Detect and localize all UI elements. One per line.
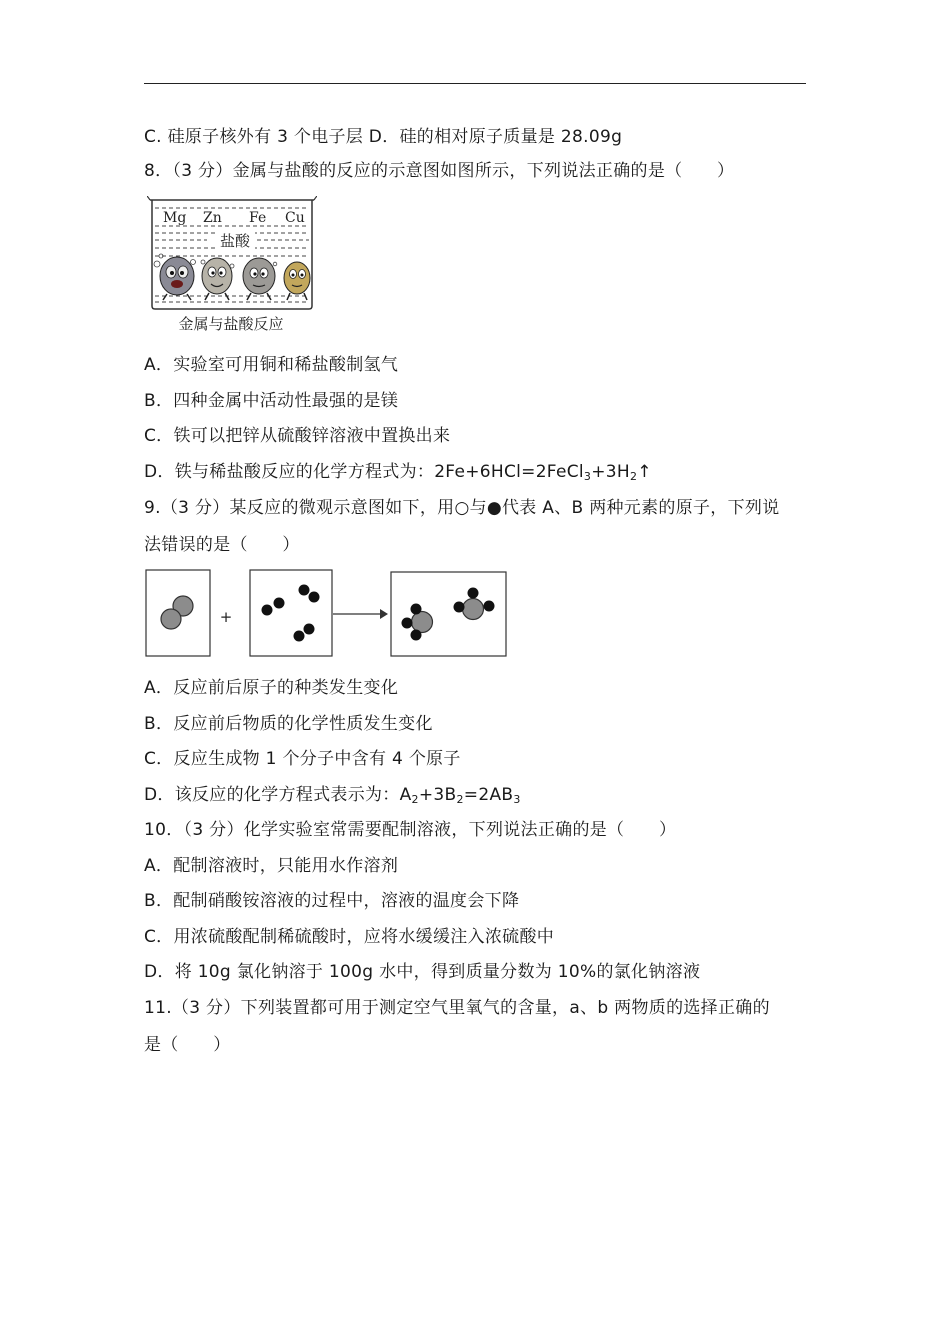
q11-stem-line1: 11.（3 分）下列装置都可用于测定空气里氧气的含量，a、b 两物质的选择正确的 bbox=[144, 998, 770, 1018]
q9-option-d-sub: 2 bbox=[456, 793, 464, 806]
acid-label: 盐酸 bbox=[219, 232, 251, 250]
header-rule bbox=[144, 83, 806, 84]
reaction-arrow bbox=[333, 609, 388, 619]
q9-option-d-text: =2AB bbox=[463, 785, 514, 805]
gas-arrow: ↑ bbox=[637, 462, 652, 482]
q10-option-c: C．用浓硫酸配制稀硫酸时，应将水缓缓注入浓硫酸中 bbox=[144, 927, 555, 947]
reactant-box-b2 bbox=[250, 570, 332, 656]
q8-option-d-text: D．铁与稀盐酸反应的化学方程式为：2Fe+6HCl=2FeCl bbox=[144, 462, 584, 482]
q9-reaction-figure bbox=[144, 568, 508, 658]
q9-option-d-text: D．该反应的化学方程式表示为：A bbox=[144, 785, 412, 805]
q8-option-d-text: +3H bbox=[591, 462, 630, 482]
q10-option-d: D．将 10g 氯化钠溶于 100g 水中，得到质量分数为 10%的氯化钠溶液 bbox=[144, 962, 701, 982]
q9-option-a: A．反应前后原子的种类发生变化 bbox=[144, 678, 399, 698]
metal-character-fe bbox=[243, 258, 277, 300]
q9-option-d-text: +3B bbox=[418, 785, 457, 805]
q8-option-b: B．四种金属中活动性最强的是镁 bbox=[144, 391, 399, 411]
q11-stem-line2: 是（ ） bbox=[144, 1035, 231, 1055]
q8-stem: 8．（3 分）金属与盐酸的反应的示意图如图所示，下列说法正确的是（ ） bbox=[144, 161, 735, 181]
q9-option-d bbox=[144, 784, 521, 806]
q8-option-d-sub: 3 bbox=[583, 470, 592, 483]
q7-option-cd: C. 硅原子核外有 3 个电子层 D．硅的相对原子质量是 28.09g bbox=[144, 127, 623, 147]
q10-option-b: B．配制硝酸铵溶液的过程中，溶液的温度会下降 bbox=[144, 891, 520, 911]
q8-option-d-sub: 2 bbox=[629, 470, 638, 483]
q8-option-c: C．铁可以把锌从硫酸锌溶液中置换出来 bbox=[144, 426, 451, 446]
q9-stem-line1: 9.（3 分）某反应的微观示意图如下，用○与●代表 A、B 两种元素的原子，下列说 bbox=[144, 498, 780, 518]
q8-option-d bbox=[144, 461, 652, 483]
q9-option-d-sub: 2 bbox=[411, 793, 419, 806]
metal-label-fe: Fe bbox=[249, 210, 267, 226]
metal-character-zn bbox=[201, 258, 234, 300]
q9-option-b: B．反应前后物质的化学性质发生变化 bbox=[144, 714, 433, 734]
reactant-box-a2 bbox=[146, 570, 210, 656]
q8-option-a: A．实验室可用铜和稀盐酸制氢气 bbox=[144, 355, 399, 375]
q10-option-a: A．配制溶液时，只能用水作溶剂 bbox=[144, 856, 399, 876]
metal-character-mg bbox=[154, 254, 196, 300]
q8-metal-acid-figure bbox=[147, 196, 317, 336]
plus-sign: + bbox=[219, 608, 233, 626]
q9-option-c: C．反应生成物 1 个分子中含有 4 个原子 bbox=[144, 749, 461, 769]
product-box-ab3 bbox=[391, 572, 506, 656]
metal-character-cu bbox=[284, 262, 310, 300]
metal-label-cu: Cu bbox=[285, 210, 305, 226]
metal-label-zn: Zn bbox=[203, 210, 222, 226]
q8-figure-caption: 金属与盐酸反应 bbox=[178, 315, 284, 333]
q10-stem: 10．（3 分）化学实验室常需要配制溶液，下列说法正确的是（ ） bbox=[144, 820, 677, 840]
metal-label-mg: Mg bbox=[163, 210, 187, 226]
q9-option-d-sub: 3 bbox=[513, 793, 521, 806]
q9-stem-line2: 法错误的是（ ） bbox=[144, 535, 300, 555]
